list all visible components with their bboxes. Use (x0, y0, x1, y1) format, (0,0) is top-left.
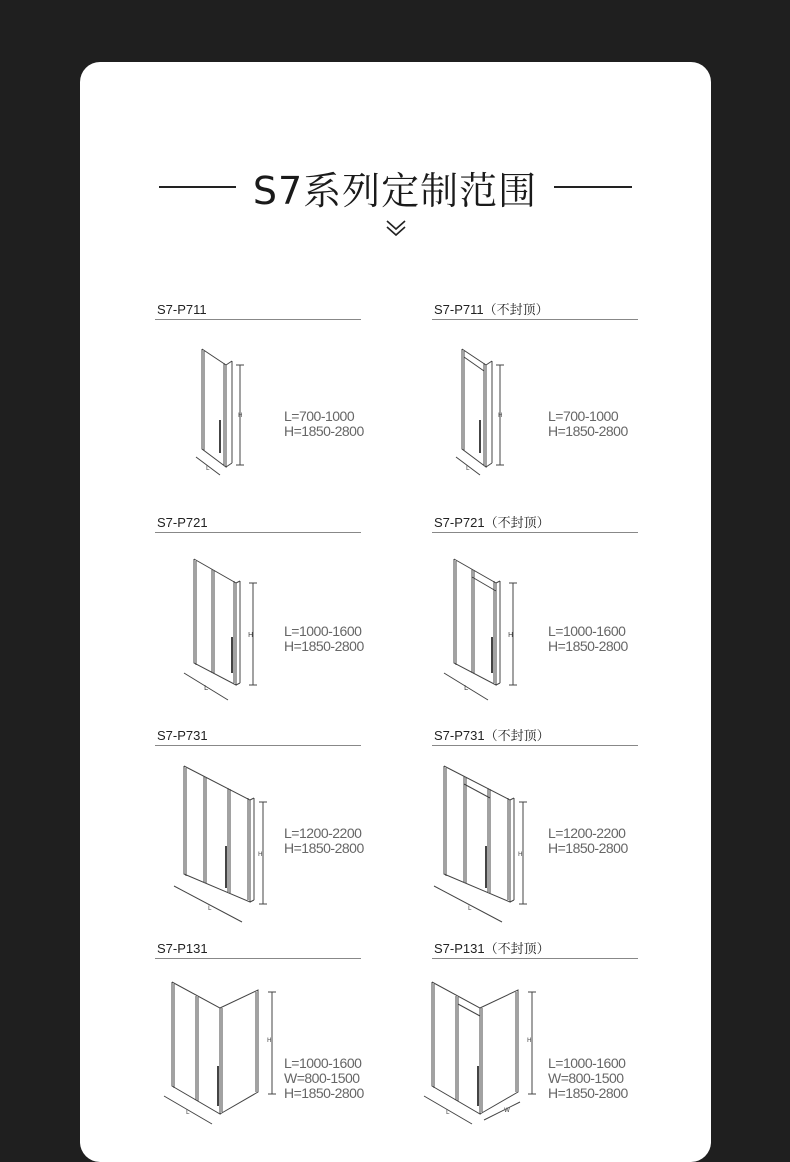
spec-length: L=700-1000 (284, 408, 355, 424)
spec-block (548, 409, 628, 439)
spec-length: L=1200-2200 (284, 825, 362, 841)
svg-text:L: L (446, 1109, 450, 1116)
product-item-s7-p711-open-top (432, 301, 638, 320)
product-item-s7-p131 (155, 940, 361, 959)
title-divider-right (554, 186, 632, 188)
svg-text:L: L (206, 465, 210, 472)
svg-text:L: L (204, 684, 208, 692)
shower-diagram-s7-p731 (170, 762, 270, 927)
product-label: S7-P731（不封顶） (432, 727, 638, 746)
svg-text:H: H (258, 851, 263, 858)
svg-text:W: W (504, 1107, 510, 1114)
spec-block (284, 826, 364, 856)
spec-block (284, 409, 364, 439)
svg-text:H: H (508, 631, 514, 639)
page-title: S7系列定制范围 (252, 169, 538, 213)
svg-text:L: L (466, 465, 470, 472)
spec-height: H=1850-2800 (284, 423, 364, 439)
spec-width: W=800-1500 (548, 1070, 624, 1086)
product-item-s7-p711 (155, 301, 361, 320)
product-label: S7-P731 (155, 727, 361, 746)
shower-diagram-s7-p731-open-top (430, 762, 530, 927)
svg-text:H: H (248, 631, 254, 639)
shower-diagram-s7-p131-open-top (420, 978, 540, 1133)
product-label: S7-P721 (155, 514, 361, 533)
spec-block (284, 624, 364, 654)
spec-height: H=1850-2800 (284, 1085, 364, 1101)
product-label: S7-P721（不封顶） (432, 514, 638, 533)
product-item-s7-p131-open-top (432, 940, 638, 959)
spec-height: H=1850-2800 (284, 840, 364, 856)
spec-block (548, 624, 628, 654)
svg-text:L: L (464, 684, 468, 692)
spec-block (284, 1056, 364, 1101)
spec-height: H=1850-2800 (548, 423, 628, 439)
svg-text:L: L (468, 905, 472, 912)
product-item-s7-p731-open-top (432, 727, 638, 746)
svg-text:H: H (518, 851, 523, 858)
spec-length: L=1000-1600 (548, 623, 626, 639)
product-label: S7-P711（不封顶） (432, 301, 638, 320)
spec-height: H=1850-2800 (548, 1085, 628, 1101)
spec-length: L=1000-1600 (548, 1055, 626, 1071)
shower-diagram-s7-p711-open-top (450, 345, 510, 480)
shower-diagram-s7-p131 (160, 978, 280, 1133)
shower-diagram-s7-p721 (180, 555, 265, 705)
spec-height: H=1850-2800 (548, 840, 628, 856)
product-item-s7-p731 (155, 727, 361, 746)
svg-text:H: H (498, 412, 503, 419)
shower-diagram-s7-p721-open-top (440, 555, 525, 705)
spec-length: L=1000-1600 (284, 623, 362, 639)
svg-text:L: L (208, 905, 212, 912)
svg-text:H: H (238, 412, 243, 419)
spec-length: L=1200-2200 (548, 825, 626, 841)
spec-length: L=700-1000 (548, 408, 619, 424)
product-item-s7-p721 (155, 514, 361, 533)
double-chevron-down-icon (385, 218, 407, 238)
svg-text:H: H (267, 1037, 272, 1044)
svg-text:H: H (527, 1037, 532, 1044)
spec-width: W=800-1500 (284, 1070, 360, 1086)
spec-height: H=1850-2800 (284, 638, 364, 654)
product-label: S7-P131 (155, 940, 361, 959)
spec-length: L=1000-1600 (284, 1055, 362, 1071)
product-item-s7-p721-open-top (432, 514, 638, 533)
title-divider-left (159, 186, 236, 188)
svg-text:L: L (186, 1109, 190, 1116)
spec-block (548, 826, 628, 856)
shower-diagram-s7-p711 (190, 345, 250, 480)
spec-block (548, 1056, 628, 1101)
product-label: S7-P711 (155, 301, 361, 320)
product-label: S7-P131（不封顶） (432, 940, 638, 959)
spec-height: H=1850-2800 (548, 638, 628, 654)
